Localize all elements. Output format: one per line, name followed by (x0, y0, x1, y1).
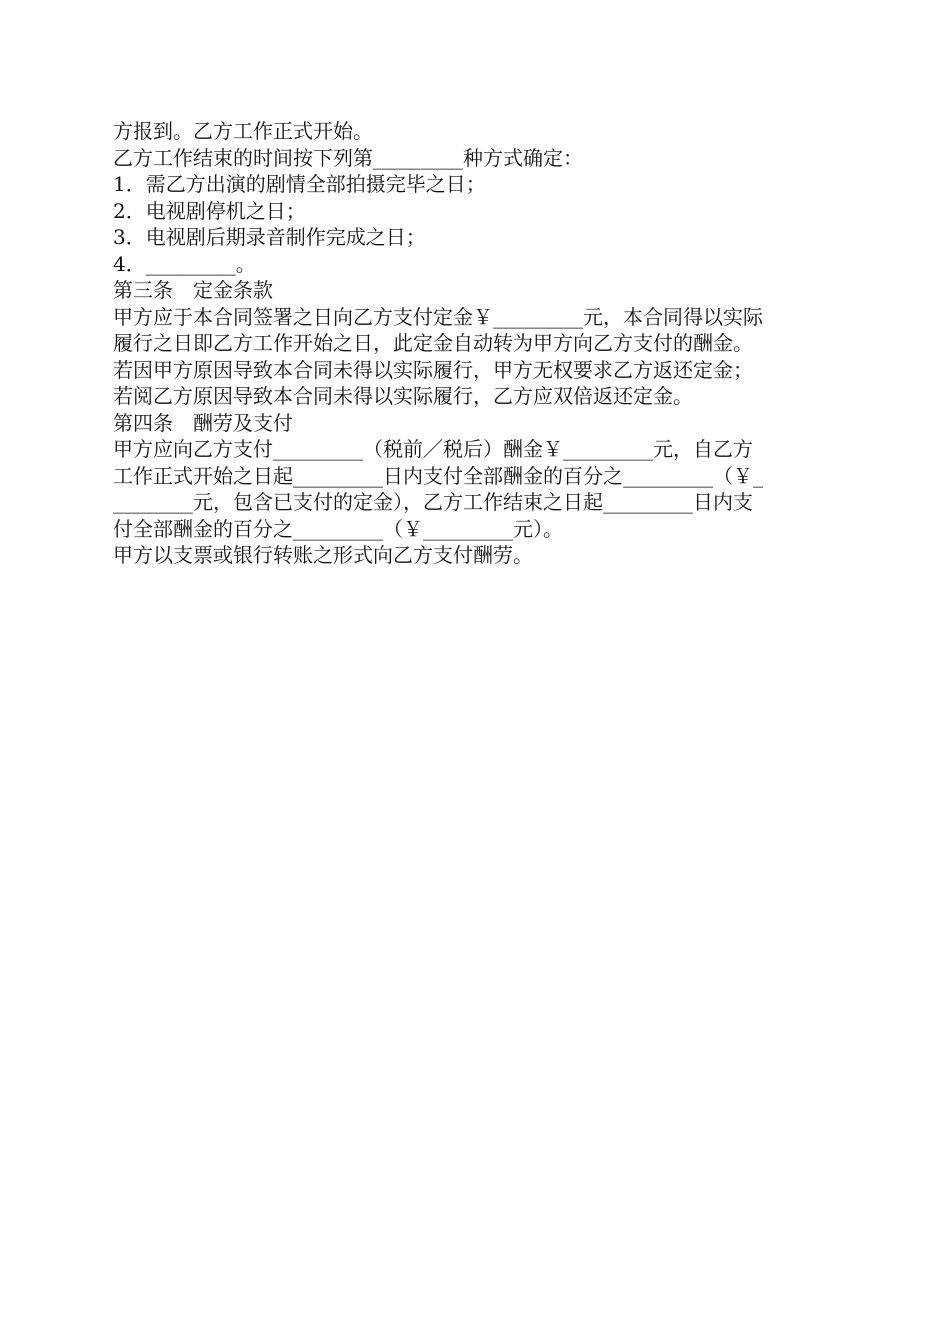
text-line: 乙方工作结束的时间按下列第_________种方式确定： (113, 145, 583, 170)
text-line: 若因甲方原因导致本合同未得以实际履行，甲方无权要求乙方返还定金； (113, 357, 753, 382)
list-item: 3．电视剧后期录音制作完成之日； (113, 225, 426, 249)
text-line: 履行之日即乙方工作开始之日，此定金自动转为甲方向乙方支付的酬金。 (113, 331, 753, 355)
document-body (113, 118, 843, 569)
section-heading: 第三条 定金条款 (113, 278, 273, 302)
text-line: 付全部酬金的百分之_________（￥_________元）。 (113, 516, 563, 541)
text-line: 甲方以支票或银行转账之形式向乙方支付酬劳。 (113, 543, 533, 567)
text-line: 工作正式开始之日起_________日内支付全部酬金的百分之_________（￥_ (113, 463, 763, 488)
text-line: 甲方应于本合同签署之日向乙方支付定金￥_________元，本合同得以实际 (113, 304, 763, 329)
list-item: 2．电视剧停机之日； (113, 198, 306, 223)
list-item: 1．需乙方出演的剧情全部拍摄完毕之日； (113, 172, 486, 196)
text-line: 甲方应向乙方支付_________（税前／税后）酬金￥_________元，自乙方 (113, 437, 753, 461)
text-line: ________元，包含已支付的定金），乙方工作结束之日起_________日内支 (113, 490, 753, 514)
section-heading: 第四条 酬劳及支付 (113, 410, 293, 435)
list-item: 4．_________。 (113, 251, 256, 276)
text-line: 若阅乙方原因导致本合同未得以实际履行，乙方应双倍返还定金。 (113, 384, 693, 408)
text-line: 方报到。乙方工作正式开始。 (113, 119, 373, 143)
